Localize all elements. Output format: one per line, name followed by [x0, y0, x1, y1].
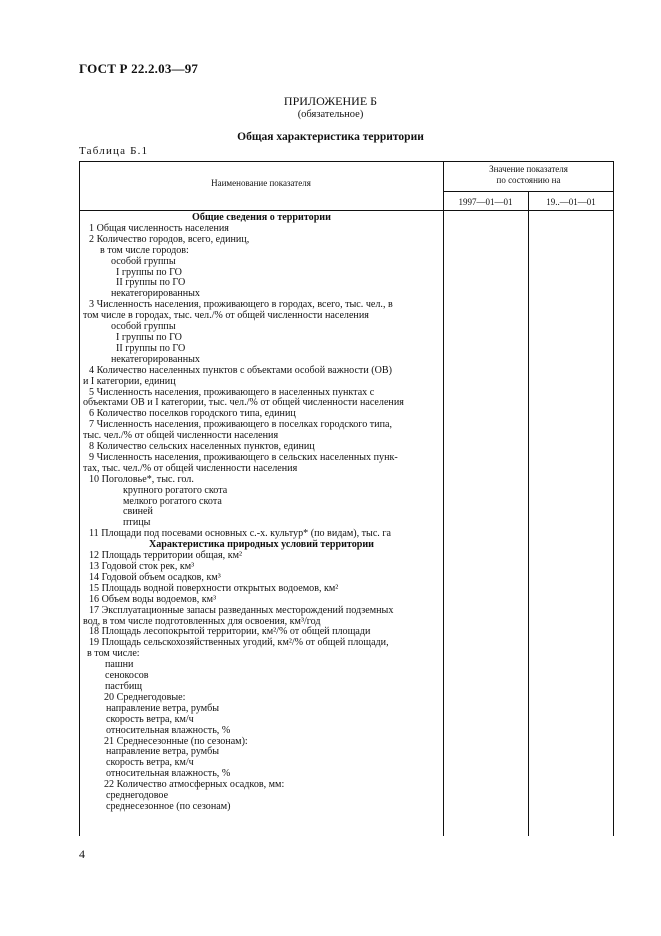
table-row: II группы по ГО [116, 342, 186, 354]
table-row: крупного рогатого скота [123, 484, 228, 496]
column-divider-name [443, 161, 444, 836]
table-border-right [613, 161, 614, 836]
table-row: тыс. чел./% от общей численности населения [83, 430, 279, 442]
table-row: направление ветра, румбы [106, 702, 220, 714]
table-row: скорость ветра, км/ч [106, 713, 194, 725]
table-row: 22 Количество атмосферных осадков, мм: [104, 779, 285, 791]
table-row: некатегорированных [111, 288, 200, 300]
column-header-date-1: 1997—01—01 [458, 197, 513, 207]
table-row: 20 Среднегодовые: [104, 691, 186, 703]
table-row: птицы [123, 517, 151, 529]
table-row: и I категории, единиц [83, 375, 176, 387]
table-row: среднесезонное (по сезонам) [106, 800, 231, 812]
table-row: I группы по ГО [116, 331, 182, 343]
table-row: направление ветра, румбы [106, 746, 220, 758]
header-bottom-border [79, 210, 614, 211]
table-row: II группы по ГО [116, 277, 186, 289]
table-title: Общая характеристика территории [237, 131, 424, 143]
column-header-value [443, 164, 614, 186]
section-heading: Общие сведения о территории [192, 212, 331, 223]
table-row: 16 Объем воды водоемов, км³ [89, 593, 217, 605]
table-row: особой группы [111, 321, 176, 333]
table-row: особой группы [111, 255, 176, 267]
table-row: относительная влажность, % [106, 724, 231, 736]
table-row: 2 Количество городов, всего, единиц, [89, 233, 250, 245]
table-row: 4 Количество населенных пунктов с объектами особой важности (ОВ) [89, 364, 393, 376]
table-row: 21 Среднесезонные (по сезонам): [104, 735, 248, 747]
table-row: 14 Годовой объем осадков, км³ [89, 571, 221, 583]
table-row: 19 Площадь сельскохозяйственных угодий, км²/% от общей площади, [89, 637, 389, 649]
table-row: скорость ветра, км/ч [106, 757, 194, 769]
document-header-id: ГОСТ Р 22.2.03—97 [79, 61, 199, 76]
table-row: 18 Площадь лесопокрытой территории, км²/% от общей площади [89, 626, 371, 638]
column-divider-dates [528, 191, 529, 836]
appendix-title: ПРИЛОЖЕНИЕ Б [283, 94, 378, 108]
table-row: вод, в том числе подготовленных для освоения, км³/год [83, 615, 321, 627]
column-header-date-2: 19..—01—01 [546, 197, 596, 207]
column-header-value-line2: по состоянию на [496, 175, 561, 185]
table-row: том числе в городах, тыс. чел./% от общей численности населения [83, 310, 369, 322]
table-row: 8 Количество сельских населенных пунктов, единиц [89, 441, 315, 453]
table-row: 6 Количество поселков городского типа, единиц [89, 408, 296, 420]
column-header-value-line1: Значение показателя [489, 164, 568, 174]
header-subdivider [443, 191, 614, 192]
column-header-name: Наименование показателя [211, 178, 311, 188]
table-row: свиней [123, 506, 153, 518]
table-row: мелкого рогатого скота [123, 495, 222, 507]
table-row: 3 Численность населения, проживающего в городах, всего, тыс. чел., в [89, 299, 393, 311]
table-row: 15 Площадь водной поверхности открытых водоемов, км² [89, 582, 339, 594]
table-body [83, 213, 440, 813]
characteristics-table [79, 161, 614, 836]
table-row: сенокосов [105, 670, 149, 682]
table-row: в том числе городов: [100, 244, 189, 256]
table-row: 7 Численность населения, проживающего в поселках городского типа, [89, 419, 392, 431]
table-border-top [79, 161, 614, 162]
table-row: 11 Площади под посевами основных с.-х. культур* (по видам), тыс. га [89, 528, 391, 540]
appendix-subtitle: (обязательное) [297, 109, 364, 120]
table-row: тах, тыс. чел./% от общей численности населения [83, 462, 298, 474]
table-row: относительная влажность, % [106, 768, 231, 780]
table-row: среднегодовое [106, 790, 169, 802]
table-row: 9 Численность населения, проживающего в сельских населенных пунк- [89, 451, 398, 463]
table-row: 17 Эксплуатационные запасы разведанных месторождений подземных [89, 604, 394, 616]
table-row: 5 Численность населения, проживающего в населенных пунктах с [89, 386, 375, 398]
table-row: 13 Годовой сток рек, км³ [89, 561, 195, 572]
table-row: I группы по ГО [116, 266, 182, 278]
table-row: 12 Площадь территории общая, км² [89, 550, 243, 562]
table-row: 1 Общая численность населения [89, 222, 229, 234]
section-heading: Характеристика природных условий территории [148, 539, 375, 551]
page-number: 4 [79, 847, 85, 861]
table-row: некатегорированных [111, 353, 200, 365]
table-row: пашни [105, 659, 134, 671]
table-row: пастбищ [105, 680, 143, 692]
table-row: объектами ОВ и I категории, тыс. чел./% от общей численности населения [83, 397, 404, 409]
table-label: Таблица Б.1 [79, 145, 149, 157]
appendix-block [0, 95, 661, 121]
table-row: 10 Поголовье*, тыс. гол. [89, 473, 194, 485]
table-row: в том числе: [87, 648, 140, 660]
table-border-left [79, 161, 80, 836]
